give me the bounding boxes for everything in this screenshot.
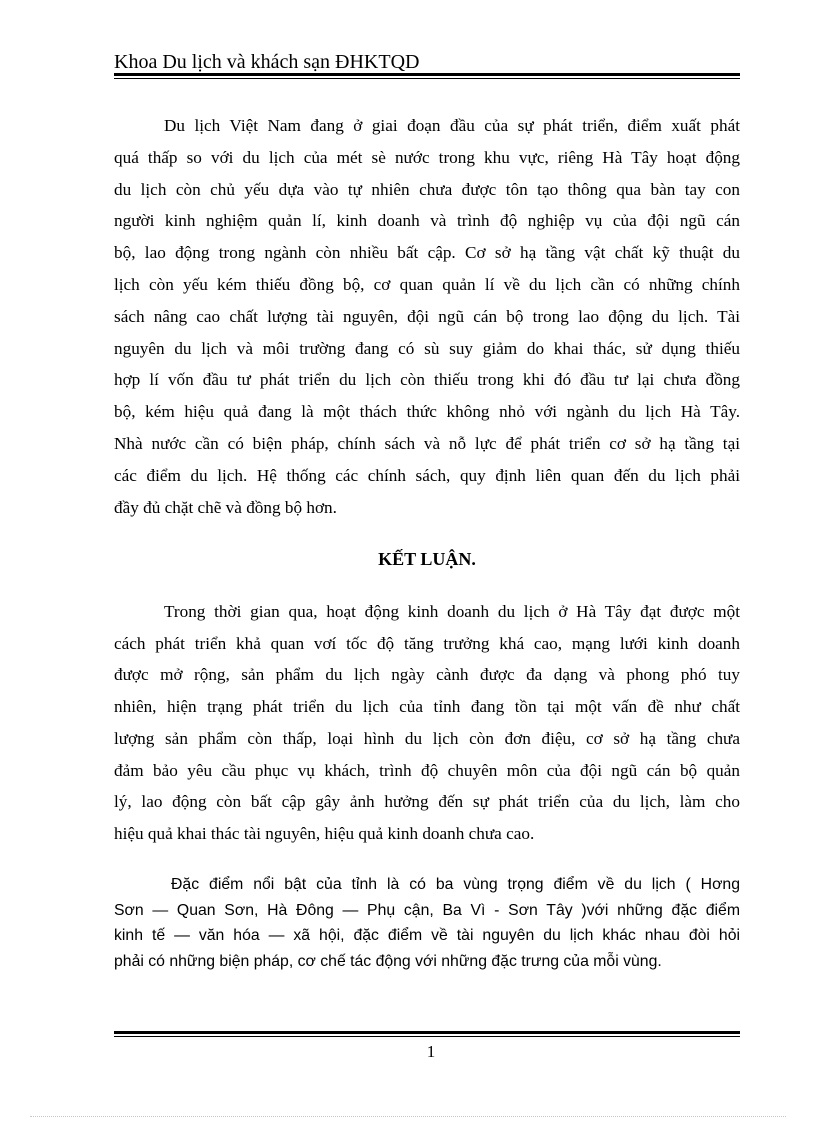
paragraph-line: hiệu quả khai thác tài nguyên, hiệu quả kinh doanh chưa cao. bbox=[114, 823, 535, 843]
header-rule bbox=[114, 73, 740, 80]
paragraph-line: Sơn — Quan Sơn, Hà Đông — Phụ cận, Ba Vì - Sơn Tây )với những đặc điểm bbox=[114, 901, 740, 919]
paragraph-line: nhiên, hiện trạng phát triển du lịch của tỉnh đang tồn tại một vấn đề như chất bbox=[114, 697, 740, 717]
footer-rule-thick-line bbox=[114, 1031, 740, 1034]
paragraph-line: Đặc điểm nổi bật của tỉnh là có ba vùng trọng điểm về du lịch ( Hơng bbox=[171, 876, 740, 893]
section-heading-conclusion: KẾT LUẬN. bbox=[378, 549, 476, 569]
header-rule-thick-line bbox=[114, 73, 740, 76]
paragraph-line: các điểm du lịch. Hệ thống các chính sách, quy định liên quan đến du lịch phải bbox=[114, 465, 740, 485]
paragraph-line: Trong thời gian qua, hoạt động kinh doanh du lịch ở Hà Tây đạt được một bbox=[164, 602, 740, 621]
paragraph-conclusion bbox=[114, 596, 740, 850]
paragraph-line: được mở rộng, sản phẩm du lịch ngày cành được đa dạng và phong phó tuy bbox=[114, 665, 740, 685]
paragraph-line: du lịch còn chủ yếu dựa vào tự nhiên chưa được tôn tạo thông qua bàn tay con bbox=[114, 179, 740, 199]
page-number: 1 bbox=[426, 1042, 436, 1061]
footer-rule-thin-line bbox=[114, 1036, 740, 1037]
paragraph-line: lịch còn yếu kém thiếu đồng bộ, cơ quan quản lí về du lịch cần có những chính bbox=[114, 274, 740, 294]
paragraph-line: đầy đủ chặt chẽ và đồng bộ hơn. bbox=[114, 497, 337, 517]
paragraph-line: sách nâng cao chất lượng tài nguyên, đội ngũ cán bộ trong lao động du lịch. Tài bbox=[114, 306, 740, 326]
paragraph-line: nguyên du lịch và môi trường đang có sù suy giảm do khai thác, sử dụng thiếu bbox=[114, 338, 740, 358]
paragraph-line: Du lịch Việt Nam đang ở giai đoạn đầu của sự phát triển, điểm xuất phát bbox=[164, 116, 740, 135]
paragraph-line: đảm bảo yêu cầu phục vụ khách, trình độ chuyên môn của đội ngũ cán bộ quản bbox=[114, 760, 740, 780]
paragraph-key-regions bbox=[114, 872, 740, 974]
paragraph-tourism-overview bbox=[114, 110, 740, 523]
paragraph-line: quá thấp so với du lịch của mét sè nước trong khu vực, riêng Hà Tây hoạt động bbox=[114, 147, 740, 167]
paragraph-line: bộ, kém hiệu quả đang là một thách thức không nhỏ với ngành du lịch Hà Tây. bbox=[114, 402, 740, 422]
paragraph-line: Nhà nước cần có biện pháp, chính sách và nỗ lực để phát triển cơ sở hạ tầng tại bbox=[114, 433, 740, 453]
paragraph-line: lượng sản phẩm còn thấp, loại hình du lịch còn đơn điệu, cơ sở hạ tầng chưa bbox=[114, 728, 740, 748]
paragraph-line: người kinh nghiệm quản lí, kinh doanh và trình độ nghiệp vụ của đội ngũ cán bbox=[114, 211, 740, 231]
paragraph-line: phải có những biện pháp, cơ chế tác động với những đặc trưng của mỗi vùng. bbox=[114, 952, 662, 970]
paragraph-line: cách phát triển khả quan vơí tốc độ tăng trưởng khá cao, mạng lưới kinh doanh bbox=[114, 633, 740, 653]
header-rule-thin-line bbox=[114, 78, 740, 79]
paragraph-line: bộ, lao động trong ngành còn nhiều bất cập. Cơ sở hạ tầng vật chất kỹ thuật du bbox=[114, 243, 740, 263]
header-title: Khoa Du lịch và khách sạn ĐHKTQD bbox=[114, 51, 420, 73]
paragraph-line: hợp lí vốn đầu tư phát triển du lịch còn thiếu trong khi đó đầu tư lại chưa đồng bbox=[114, 370, 740, 390]
paragraph-line: lý, lao động còn bất cập gây ảnh hưởng đến sự phát triển của du lịch, làm cho bbox=[114, 792, 740, 812]
footer-rule bbox=[114, 1031, 740, 1038]
page-bottom-dotted-border bbox=[30, 1116, 786, 1117]
paragraph-line: kinh tế — văn hóa — xã hội, đặc điểm về tài nguyên du lịch khác nhau đòi hỏi bbox=[114, 927, 740, 944]
